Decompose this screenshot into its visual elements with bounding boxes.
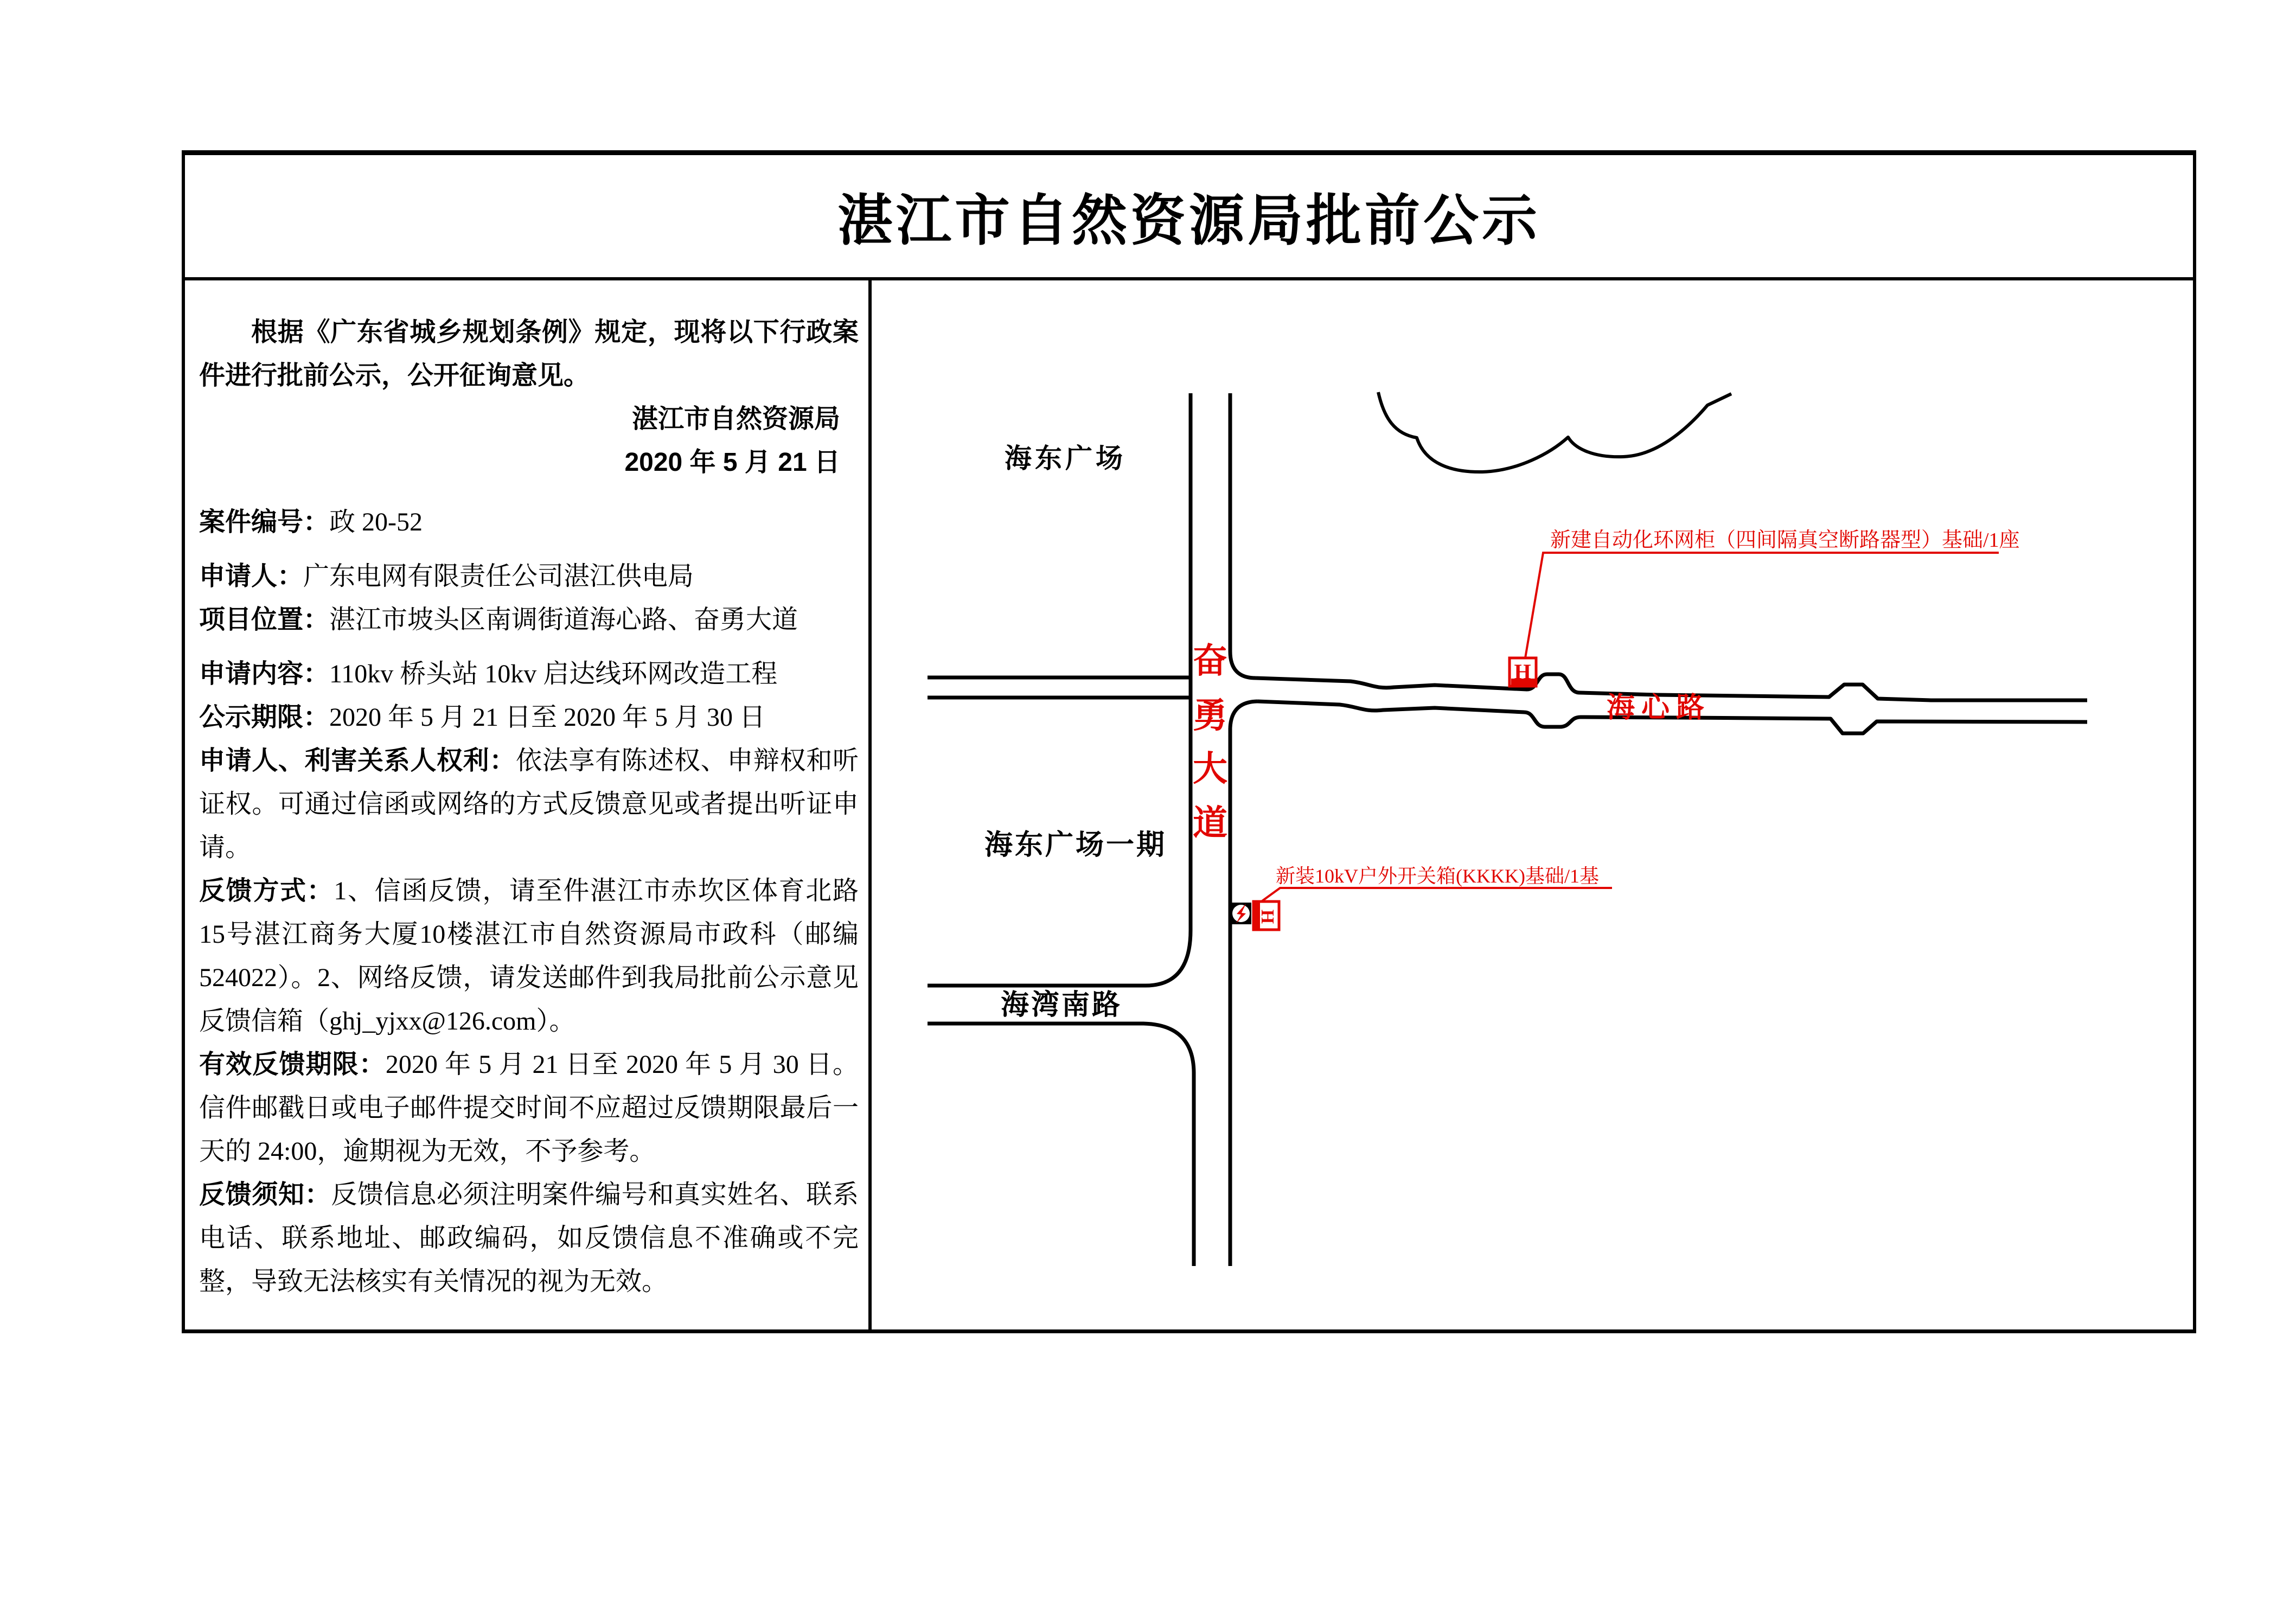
field-rights: [199, 739, 859, 869]
label-haidong-square: 海东广场: [1005, 443, 1126, 474]
field-value: 广东电网有限责任公司湛江供电局: [303, 562, 694, 591]
field-label: 有效反馈期限：: [199, 1050, 386, 1079]
annotation-ring-cabinet-text: 新建自动化环网柜（四间隔真空断路器型）基础/1座: [1550, 529, 2020, 552]
field-label: 反馈须知：: [199, 1180, 331, 1209]
field-value: 2020 年 5 月 21 日至 2020 年 5 月 30 日。信件邮戳日或电子邮件提交时间不应超过反馈期限最后一天的 24:00，逾期视为无效，不予参考。: [199, 1050, 859, 1166]
field-label: 公示期限：: [199, 703, 330, 732]
annotation-ring-cabinet: [1510, 529, 2020, 686]
site-map-svg: [872, 280, 2190, 1329]
notice-frame: [182, 150, 2196, 1333]
date-line: 2020 年 5 月 21 日: [624, 448, 840, 477]
page-title: 湛江市自然资源局批前公示: [837, 189, 1540, 252]
place-labels: [984, 443, 1167, 1021]
field-feedback-deadline: [199, 1043, 859, 1173]
field-feedback-notes: [199, 1173, 859, 1303]
label-haiwan-south-road: 海湾南路: [1001, 990, 1123, 1021]
field-label: 项目位置：: [199, 605, 330, 634]
field-value: 110kv 桥头站 10kv 启达线环网改造工程: [329, 660, 778, 688]
shoreline-curve: [1378, 392, 1731, 472]
site-map: [872, 280, 2193, 1329]
field-value: 1、信函反馈，请至件湛江市赤坎区体育北路15号湛江商务大厦10楼湛江市自然资源局市政科（邮编 524022）。2、网络反馈，请发送邮件到我局批前公示意见反馈信箱（ghj_yjxx@126.com）。: [199, 877, 859, 1035]
field-feedback-method: [199, 869, 859, 1043]
field-label: 申请人：: [199, 562, 304, 591]
field-value: 2020 年 5 月 21 日至 2020 年 5 月 30 日: [329, 703, 766, 732]
fenyong-char-4: 道: [1193, 804, 1227, 842]
ring-cabinet-marker-letter: H: [1514, 660, 1531, 684]
intro-paragraph: 根据《广东省城乡规划条例》规定，现将以下行政案件进行批前公示，公开征询意见。: [199, 318, 859, 390]
annotation-ring-cabinet-leader: [1525, 553, 1999, 658]
field-project-location: [199, 598, 859, 642]
switch-box-marker-letter: H: [1257, 909, 1277, 924]
label-haidong-square-phase1: 海东广场一期: [984, 830, 1167, 861]
field-application-content: [199, 653, 859, 696]
field-notice-period: [199, 696, 859, 739]
annotation-switch-box-text: 新装10kV户外开关箱(KKKK)基础/1基: [1276, 865, 1599, 887]
field-label: 案件编号：: [199, 508, 330, 536]
field-value: 政 20-52: [329, 508, 423, 536]
notice-text-panel: [185, 280, 872, 1329]
haiwan-upper-line: [928, 930, 1191, 986]
field-value: 反馈信息必须注明案件编号和真实姓名、联系电话、联系地址、邮政编码，如反馈信息不准确或不完整，导致无法核实有关情况的视为无效。: [199, 1180, 859, 1296]
fenyong-char-3: 大: [1193, 750, 1227, 788]
field-label: 申请人、利害关系人权利：: [199, 746, 516, 775]
field-label: 反馈方式：: [199, 877, 334, 905]
field-value: 依法享有陈述权、申辩权和听证权。可通过信函或网络的方式反馈意见或者提出听证申请。: [199, 746, 859, 862]
fenyong-right-line-upper: [1230, 393, 1256, 678]
title-band: [185, 155, 2193, 280]
label-haixin-road: 海心路: [1607, 693, 1711, 724]
field-label: 申请内容：: [199, 660, 330, 688]
annotation-switch-box-leader: [1258, 888, 1612, 904]
fenyong-char-1: 奋: [1193, 642, 1227, 680]
field-case-number: [199, 501, 859, 544]
body-row: [185, 280, 2193, 1329]
field-value: 湛江市坡头区南调街道海心路、奋勇大道: [329, 605, 798, 634]
annotation-switch-box: [1231, 865, 1612, 930]
fenyong-char-2: 勇: [1193, 696, 1227, 735]
label-fenyong-avenue: [1193, 642, 1227, 842]
haixin-east-lower-fillet: [1230, 701, 1257, 728]
road-lines: [928, 392, 2087, 1266]
field-applicant: [199, 555, 859, 598]
signature-line: 湛江市自然资源局: [631, 405, 840, 433]
haiwan-lower-line: [928, 1024, 1194, 1072]
